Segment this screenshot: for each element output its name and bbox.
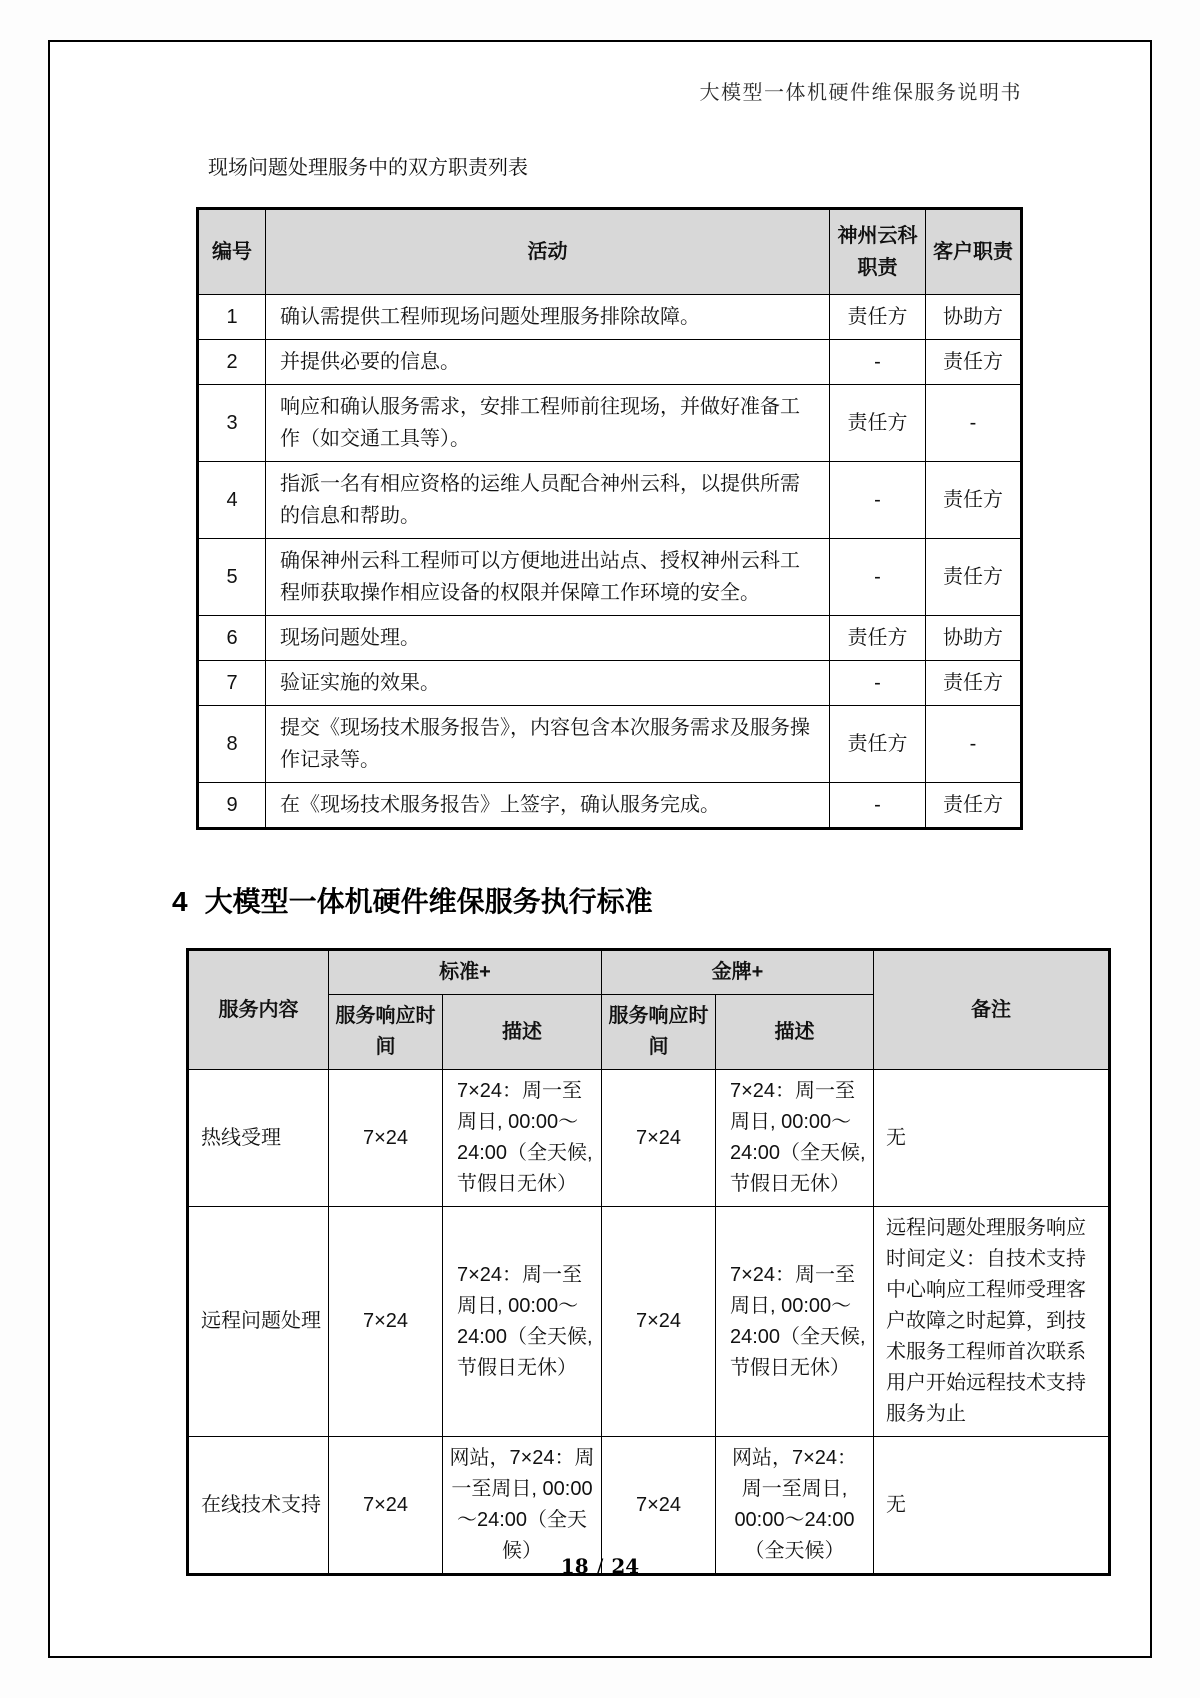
column-header-note: 备注 bbox=[874, 950, 1110, 1070]
page-footer bbox=[50, 1554, 1150, 1578]
footer-separator: / bbox=[596, 1554, 604, 1578]
cell-gold-response: 7×24 bbox=[602, 1437, 716, 1575]
table-row bbox=[198, 783, 1022, 829]
responsibility-table-header-row bbox=[198, 209, 1022, 295]
cell-service: 热线受理 bbox=[188, 1070, 329, 1207]
column-header-yunke-duty: 神州云科职责 bbox=[830, 209, 926, 295]
cell-yunke-duty: - bbox=[830, 783, 926, 829]
table-row bbox=[198, 616, 1022, 661]
cell-yunke-duty: 责任方 bbox=[830, 616, 926, 661]
cell-customer-duty: 责任方 bbox=[926, 340, 1022, 385]
cell-activity: 确认需提供工程师现场问题处理服务排除故障。 bbox=[266, 295, 830, 340]
service-standard-table bbox=[186, 948, 1111, 1576]
section-title: 大模型一体机硬件维保服务执行标准 bbox=[204, 886, 653, 917]
cell-number: 1 bbox=[198, 295, 266, 340]
cell-standard-response: 7×24 bbox=[329, 1437, 443, 1575]
document-header bbox=[50, 76, 1150, 105]
table-row bbox=[198, 706, 1022, 783]
cell-yunke-duty: - bbox=[830, 462, 926, 539]
table-row bbox=[198, 295, 1022, 340]
column-header-standard-response: 服务响应时间 bbox=[329, 995, 443, 1070]
table-row bbox=[188, 1070, 1110, 1207]
section-heading bbox=[172, 880, 1150, 920]
table-row bbox=[198, 539, 1022, 616]
cell-number: 9 bbox=[198, 783, 266, 829]
cell-customer-duty: - bbox=[926, 706, 1022, 783]
cell-yunke-duty: 责任方 bbox=[830, 295, 926, 340]
table-row bbox=[188, 1207, 1110, 1437]
section-number: 4 bbox=[172, 886, 188, 917]
cell-yunke-duty: - bbox=[830, 661, 926, 706]
cell-service: 在线技术支持 bbox=[188, 1437, 329, 1575]
cell-customer-duty: 协助方 bbox=[926, 295, 1022, 340]
cell-gold-desc: 网站，7×24：周一至周日, 00:00～24:00（全天候） bbox=[716, 1437, 874, 1575]
column-header-id: 编号 bbox=[198, 209, 266, 295]
table-row bbox=[198, 462, 1022, 539]
cell-activity: 在《现场技术服务报告》上签字，确认服务完成。 bbox=[266, 783, 830, 829]
cell-number: 8 bbox=[198, 706, 266, 783]
table-row bbox=[198, 661, 1022, 706]
cell-note: 无 bbox=[874, 1437, 1110, 1575]
cell-number: 6 bbox=[198, 616, 266, 661]
footer-page-number: 18 bbox=[560, 1554, 589, 1578]
cell-activity: 响应和确认服务需求，安排工程师前往现场，并做好准备工作（如交通工具等）。 bbox=[266, 385, 830, 462]
cell-gold-desc: 7×24：周一至周日, 00:00～24:00（全天候, 节假日无休） bbox=[716, 1070, 874, 1207]
cell-customer-duty: - bbox=[926, 385, 1022, 462]
cell-activity: 并提供必要的信息。 bbox=[266, 340, 830, 385]
cell-number: 3 bbox=[198, 385, 266, 462]
cell-activity: 确保神州云科工程师可以方便地进出站点、授权神州云科工程师获取操作相应设备的权限并保障工作环境的安全。 bbox=[266, 539, 830, 616]
table-row bbox=[198, 385, 1022, 462]
cell-service: 远程问题处理 bbox=[188, 1207, 329, 1437]
cell-activity: 验证实施的效果。 bbox=[266, 661, 830, 706]
cell-number: 5 bbox=[198, 539, 266, 616]
footer-total-pages: 24 bbox=[611, 1554, 640, 1578]
header-title: 大模型一体机硬件维保服务说明书 bbox=[699, 80, 1022, 104]
cell-yunke-duty: 责任方 bbox=[830, 385, 926, 462]
cell-standard-desc: 7×24：周一至周日, 00:00～24:00（全天候, 节假日无休） bbox=[443, 1070, 602, 1207]
table-row bbox=[198, 340, 1022, 385]
cell-standard-response: 7×24 bbox=[329, 1070, 443, 1207]
cell-gold-response: 7×24 bbox=[602, 1070, 716, 1207]
column-header-service: 服务内容 bbox=[188, 950, 329, 1070]
column-header-gold-desc: 描述 bbox=[716, 995, 874, 1070]
cell-gold-desc: 7×24：周一至周日, 00:00～24:00（全天候, 节假日无休） bbox=[716, 1207, 874, 1437]
column-header-customer-duty: 客户职责 bbox=[926, 209, 1022, 295]
cell-customer-duty: 责任方 bbox=[926, 462, 1022, 539]
cell-activity: 指派一名有相应资格的运维人员配合神州云科，以提供所需的信息和帮助。 bbox=[266, 462, 830, 539]
cell-yunke-duty: 责任方 bbox=[830, 706, 926, 783]
column-header-gold-response: 服务响应时间 bbox=[602, 995, 716, 1070]
cell-number: 4 bbox=[198, 462, 266, 539]
responsibility-table bbox=[196, 207, 1023, 830]
cell-number: 2 bbox=[198, 340, 266, 385]
cell-note: 无 bbox=[874, 1070, 1110, 1207]
cell-activity: 现场问题处理。 bbox=[266, 616, 830, 661]
column-header-standard-plus: 标准+ bbox=[329, 950, 602, 995]
cell-standard-response: 7×24 bbox=[329, 1207, 443, 1437]
cell-activity: 提交《现场技术服务报告》，内容包含本次服务需求及服务操作记录等。 bbox=[266, 706, 830, 783]
column-header-gold-plus: 金牌+ bbox=[602, 950, 874, 995]
cell-gold-response: 7×24 bbox=[602, 1207, 716, 1437]
service-table-group-header-row bbox=[188, 950, 1110, 995]
page-border bbox=[48, 40, 1152, 1658]
cell-customer-duty: 责任方 bbox=[926, 783, 1022, 829]
cell-standard-desc: 网站，7×24：周一至周日, 00:00～24:00（全天候） bbox=[443, 1437, 602, 1575]
cell-note: 远程问题处理服务响应时间定义：自技术支持中心响应工程师受理客户故障之时起算，到技术服务工程师首次联系用户开始远程技术支持服务为止 bbox=[874, 1207, 1110, 1437]
column-header-standard-desc: 描述 bbox=[443, 995, 602, 1070]
intro-text: 现场问题处理服务中的双方职责列表 bbox=[208, 157, 528, 179]
column-header-activity: 活动 bbox=[266, 209, 830, 295]
cell-customer-duty: 责任方 bbox=[926, 661, 1022, 706]
cell-standard-desc: 7×24：周一至周日, 00:00～24:00（全天候, 节假日无休） bbox=[443, 1207, 602, 1437]
cell-number: 7 bbox=[198, 661, 266, 706]
cell-customer-duty: 协助方 bbox=[926, 616, 1022, 661]
cell-yunke-duty: - bbox=[830, 340, 926, 385]
cell-yunke-duty: - bbox=[830, 539, 926, 616]
cell-customer-duty: 责任方 bbox=[926, 539, 1022, 616]
